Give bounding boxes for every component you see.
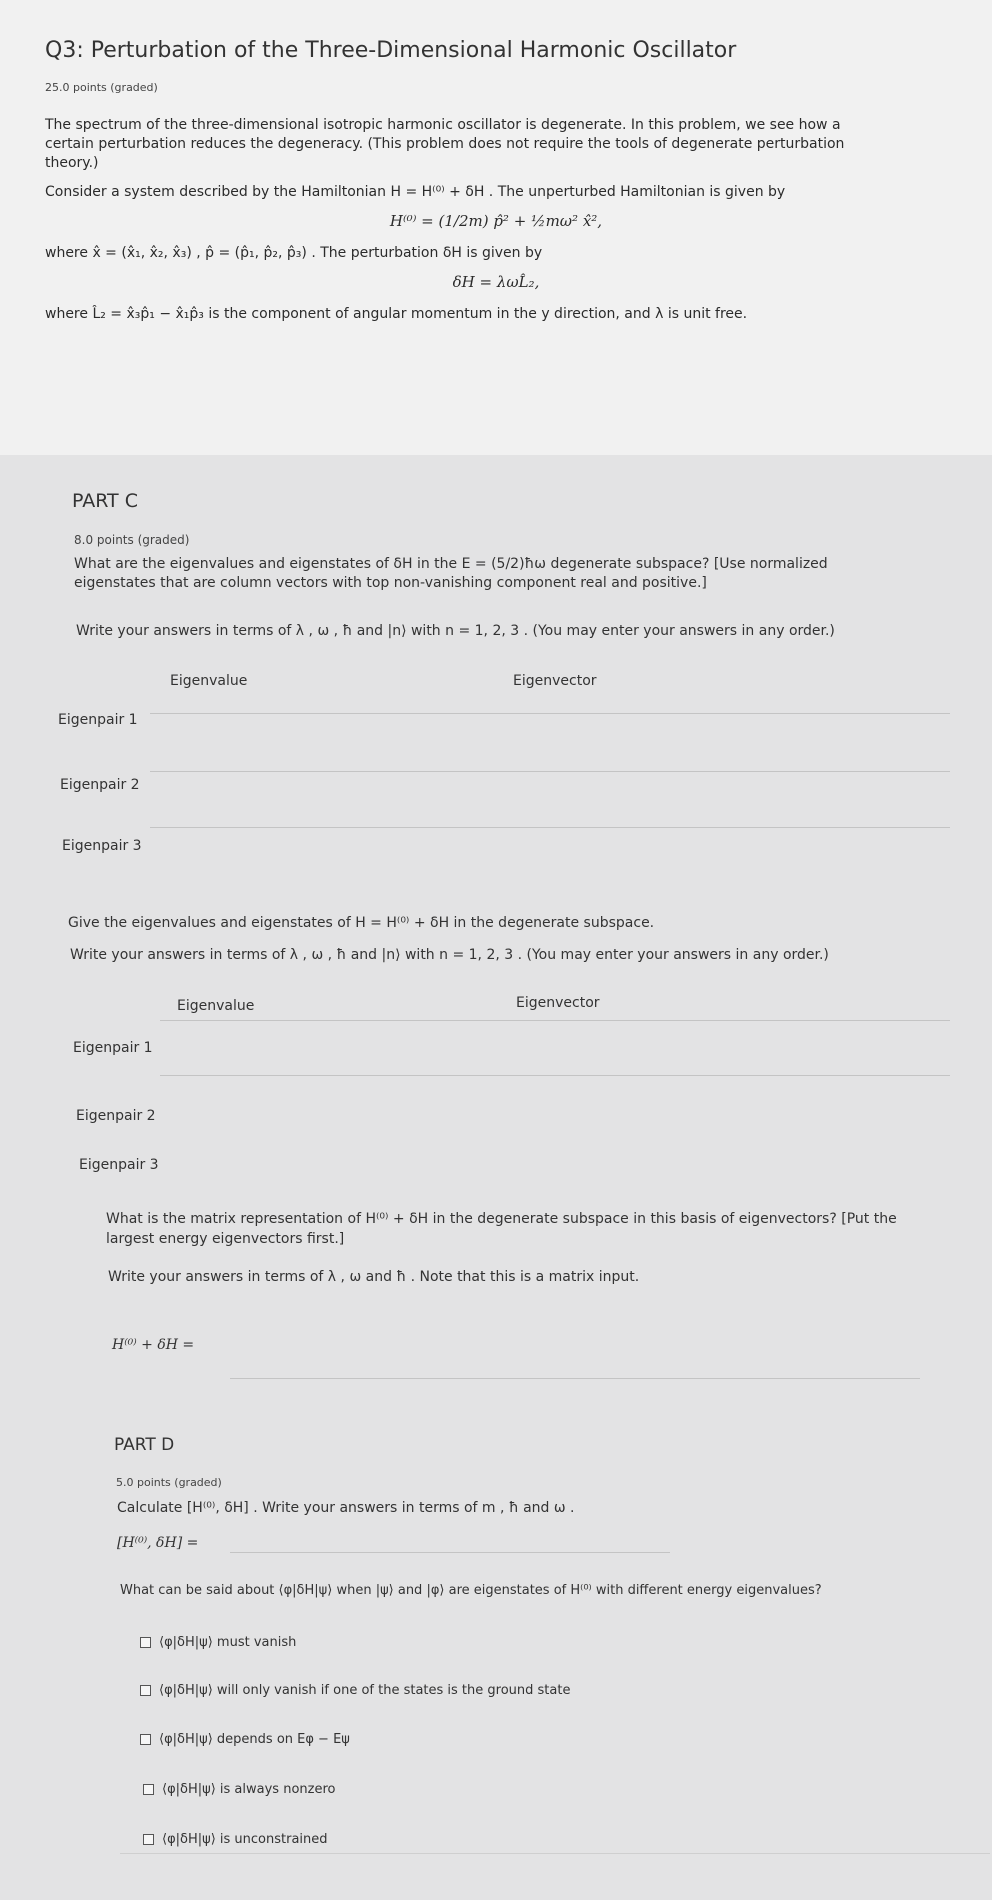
checkbox[interactable]	[143, 1834, 154, 1845]
eigenvector-header-1: Eigenvector	[513, 673, 597, 689]
operators-paragraph: where x̂ = (x̂₁, x̂₂, x̂₃) , p̂ = (p̂₁, p̂₂, p̂₃) . The perturbation δH is given by	[45, 245, 543, 261]
matrix-input-label: H⁽⁰⁾ + δH =	[112, 1337, 195, 1353]
parts-sheet	[0, 455, 992, 1900]
option-label: ⟨φ|δH|ψ⟩ is unconstrained	[162, 1832, 328, 1847]
table-rule	[160, 1075, 950, 1076]
commutator-input-label: [H⁽⁰⁾, δH] =	[117, 1535, 199, 1551]
part-c-title: PART C	[72, 490, 138, 512]
eigenpair-3-label: Eigenpair 3	[62, 838, 142, 854]
option-label: ⟨φ|δH|ψ⟩ will only vanish if one of the states is the ground state	[159, 1683, 571, 1698]
option-label: ⟨φ|δH|ψ⟩ must vanish	[159, 1635, 297, 1650]
part-c-question-3: What is the matrix representation of H⁽⁰⁾ + δH in the degenerate subspace in this basis of eigenvectors? [Put the largest energy eigenvectors first.]	[106, 1211, 897, 1247]
commutator-input-rule[interactable]	[230, 1552, 670, 1553]
eigenpair-3-label: Eigenpair 3	[79, 1157, 159, 1173]
problem-points: 25.0 points (graded)	[45, 81, 158, 94]
option-label: ⟨φ|δH|ψ⟩ is always nonzero	[162, 1782, 336, 1797]
eigenpair-2-label: Eigenpair 2	[60, 777, 140, 793]
table-rule	[150, 713, 950, 714]
option-must-vanish[interactable]	[140, 1635, 296, 1650]
option-depends-on-energy[interactable]	[140, 1732, 350, 1747]
eigenvalue-header-1: Eigenvalue	[170, 673, 248, 689]
perturbation-equation: δH = λωL̂₂,	[452, 273, 540, 291]
eigenpair-1-label: Eigenpair 1	[73, 1040, 153, 1056]
eigenpair-2-label: Eigenpair 2	[76, 1108, 156, 1124]
part-d-question-2: What can be said about ⟨φ|δH|ψ⟩ when |ψ⟩ and |φ⟩ are eigenstates of H⁽⁰⁾ with different energy eigenvalues?	[120, 1583, 822, 1598]
part-d-title: PART D	[114, 1435, 175, 1455]
checkbox[interactable]	[140, 1685, 151, 1696]
option-always-nonzero[interactable]	[143, 1782, 335, 1797]
part-c-question-1: What are the eigenvalues and eigenstates of δH in the E = (5/2)ħω degenerate subspace? [Use normalized eigenstates that are column vectors with top non-vanishing component real and positive.]	[74, 556, 828, 591]
table-rule	[150, 827, 950, 828]
part-d-question-1: Calculate [H⁽⁰⁾, δH] . Write your answers in terms of m , ħ and ω .	[117, 1500, 575, 1516]
option-unconstrained[interactable]	[143, 1832, 328, 1847]
section-rule	[120, 1853, 990, 1854]
eigenvalue-header-2: Eigenvalue	[177, 998, 255, 1014]
table-rule	[160, 1020, 950, 1021]
checkbox[interactable]	[143, 1784, 154, 1795]
part-c-question-3-note: Write your answers in terms of λ , ω and ħ . Note that this is a matrix input.	[108, 1269, 640, 1285]
part-c-points: 8.0 points (graded)	[74, 533, 190, 547]
intro-paragraph: The spectrum of the three-dimensional isotropic harmonic oscillator is degenerate. In this problem, we see how a certain perturbation reduces the degeneracy. (This problem does not require the tools of degenerate perturbation theory.)	[45, 117, 845, 171]
problem-statement	[0, 0, 992, 455]
eigenvector-header-2: Eigenvector	[516, 995, 600, 1011]
matrix-input-rule[interactable]	[230, 1378, 920, 1379]
table-rule	[150, 771, 950, 772]
part-c-question-2: Give the eigenvalues and eigenstates of H = H⁽⁰⁾ + δH in the degenerate subspace.	[68, 915, 655, 931]
option-label: ⟨φ|δH|ψ⟩ depends on Eφ − Eψ	[159, 1732, 350, 1747]
angular-momentum-paragraph: where L̂₂ = x̂₃p̂₁ − x̂₁p̂₃ is the component of angular momentum in the y direction, and λ is unit free.	[45, 306, 748, 322]
unperturbed-hamiltonian-equation: H⁽⁰⁾ = (1/2m) p̂² + ½mω² x̂²,	[389, 212, 603, 230]
problem-title: Q3: Perturbation of the Three-Dimensional Harmonic Oscillator	[45, 38, 737, 63]
part-d-points: 5.0 points (graded)	[116, 1476, 222, 1489]
checkbox[interactable]	[140, 1734, 151, 1745]
eigenpair-1-label: Eigenpair 1	[58, 712, 138, 728]
option-ground-state[interactable]	[140, 1683, 570, 1698]
checkbox[interactable]	[140, 1637, 151, 1648]
hamiltonian-paragraph: Consider a system described by the Hamiltonian H = H⁽⁰⁾ + δH . The unperturbed Hamiltonian is given by	[45, 184, 786, 200]
part-c-question-1-note: Write your answers in terms of λ , ω , ħ and |n⟩ with n = 1, 2, 3 . (You may enter your answers in any order.)	[76, 623, 835, 639]
part-c-question-2-note: Write your answers in terms of λ , ω , ħ and |n⟩ with n = 1, 2, 3 . (You may enter your answers in any order.)	[70, 947, 829, 963]
